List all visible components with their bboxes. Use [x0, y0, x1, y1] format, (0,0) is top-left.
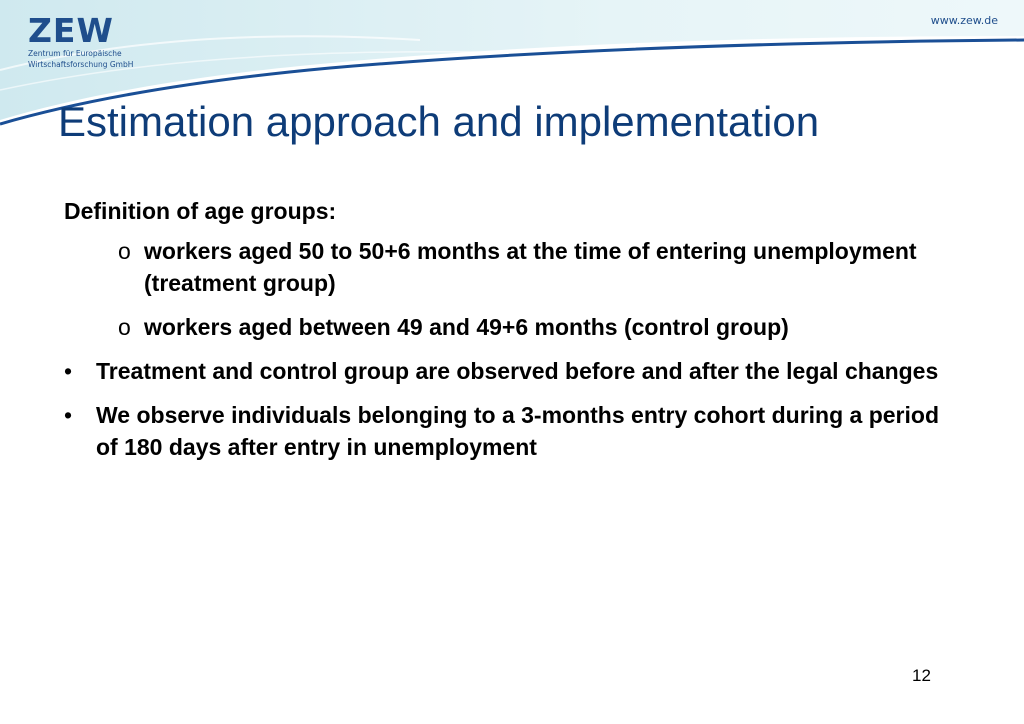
bullet-list-item [64, 399, 944, 463]
sub-item-text: workers aged between 49 and 49+6 months (control group) [144, 314, 789, 340]
sub-bullet-marker: o [118, 238, 131, 264]
sub-bullet-marker: o [118, 314, 131, 340]
slide-title: Estimation approach and implementation [58, 98, 820, 145]
bullet-list-item [64, 355, 944, 387]
logo-subtitle-line2: Wirtschaftsforschung GmbH [28, 60, 134, 69]
sub-list-item [64, 235, 944, 299]
logo-title: ZEW [28, 11, 114, 50]
bullet-text: Treatment and control group are observed before and after the legal changes [96, 358, 939, 384]
bullet-marker: • [64, 402, 73, 428]
site-url: www.zew.de [930, 14, 998, 27]
slide-body [64, 195, 944, 475]
bullet-text: We observe individuals belonging to a 3-months entry cohort during a period of 180 days after entry in unemployment [96, 402, 939, 460]
zew-logo [28, 11, 134, 69]
section-heading: Definition of age groups: [64, 198, 337, 224]
bullet-marker: • [64, 358, 73, 384]
page-number: 12 [912, 666, 931, 685]
sub-list-item [64, 311, 944, 343]
logo-subtitle-line1: Zentrum für Europäische [28, 49, 122, 58]
sub-item-text: workers aged 50 to 50+6 months at the time of entering unemployment (treatment group) [144, 238, 917, 296]
